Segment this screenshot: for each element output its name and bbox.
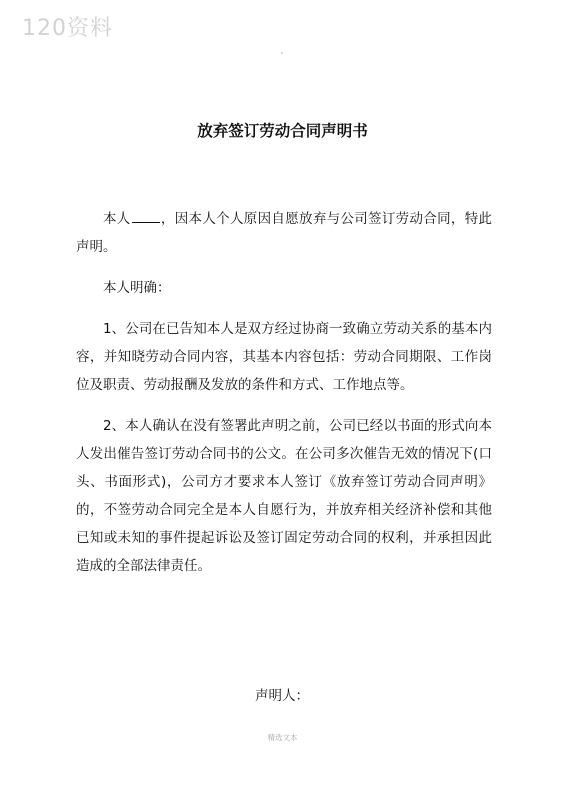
- document-title: 放弃签订劳动合同声明书: [197, 122, 368, 140]
- item-2-paragraph: 2、本人确认在没有签署此声明之前，公司已经以书面的形式向本人发出催告签订劳动合同书的公文。在公司多次催告无效的情况下(口头、书面形式)，公司方才要求本人签订《放弃签订劳动合同声明》的，不签劳动合同完全是本人自愿行为，并放弃相关经济补偿和其他已知或未知的事件提起诉讼及签订固定劳动合同的权利，并承担因此造成的全部法律责任。: [76, 418, 492, 574]
- document-body: [76, 205, 492, 593]
- signer-label: 声明人：: [255, 688, 309, 704]
- page-footer: 精选文本: [267, 733, 298, 742]
- intro-text-start: 本人: [103, 211, 131, 227]
- clarify-paragraph: 本人明确：: [103, 280, 171, 296]
- item-1-paragraph: 1、公司在已告知本人是双方经过协商一致确立劳动关系的基本内容，并知晓劳动合同内容，其基本内容包括：劳动合同期限、工作岗位及职责、劳动报酬及发放的条件和方式、工作地点等。: [76, 321, 492, 393]
- header-dot: [281, 52, 283, 54]
- intro-text-end: ，因本人个人原因自愿放弃与公司签订劳动合同，特此声明。: [76, 211, 493, 255]
- watermark-logo: 120资料: [22, 16, 113, 41]
- intro-paragraph: [76, 205, 492, 261]
- name-blank-line: [132, 207, 160, 223]
